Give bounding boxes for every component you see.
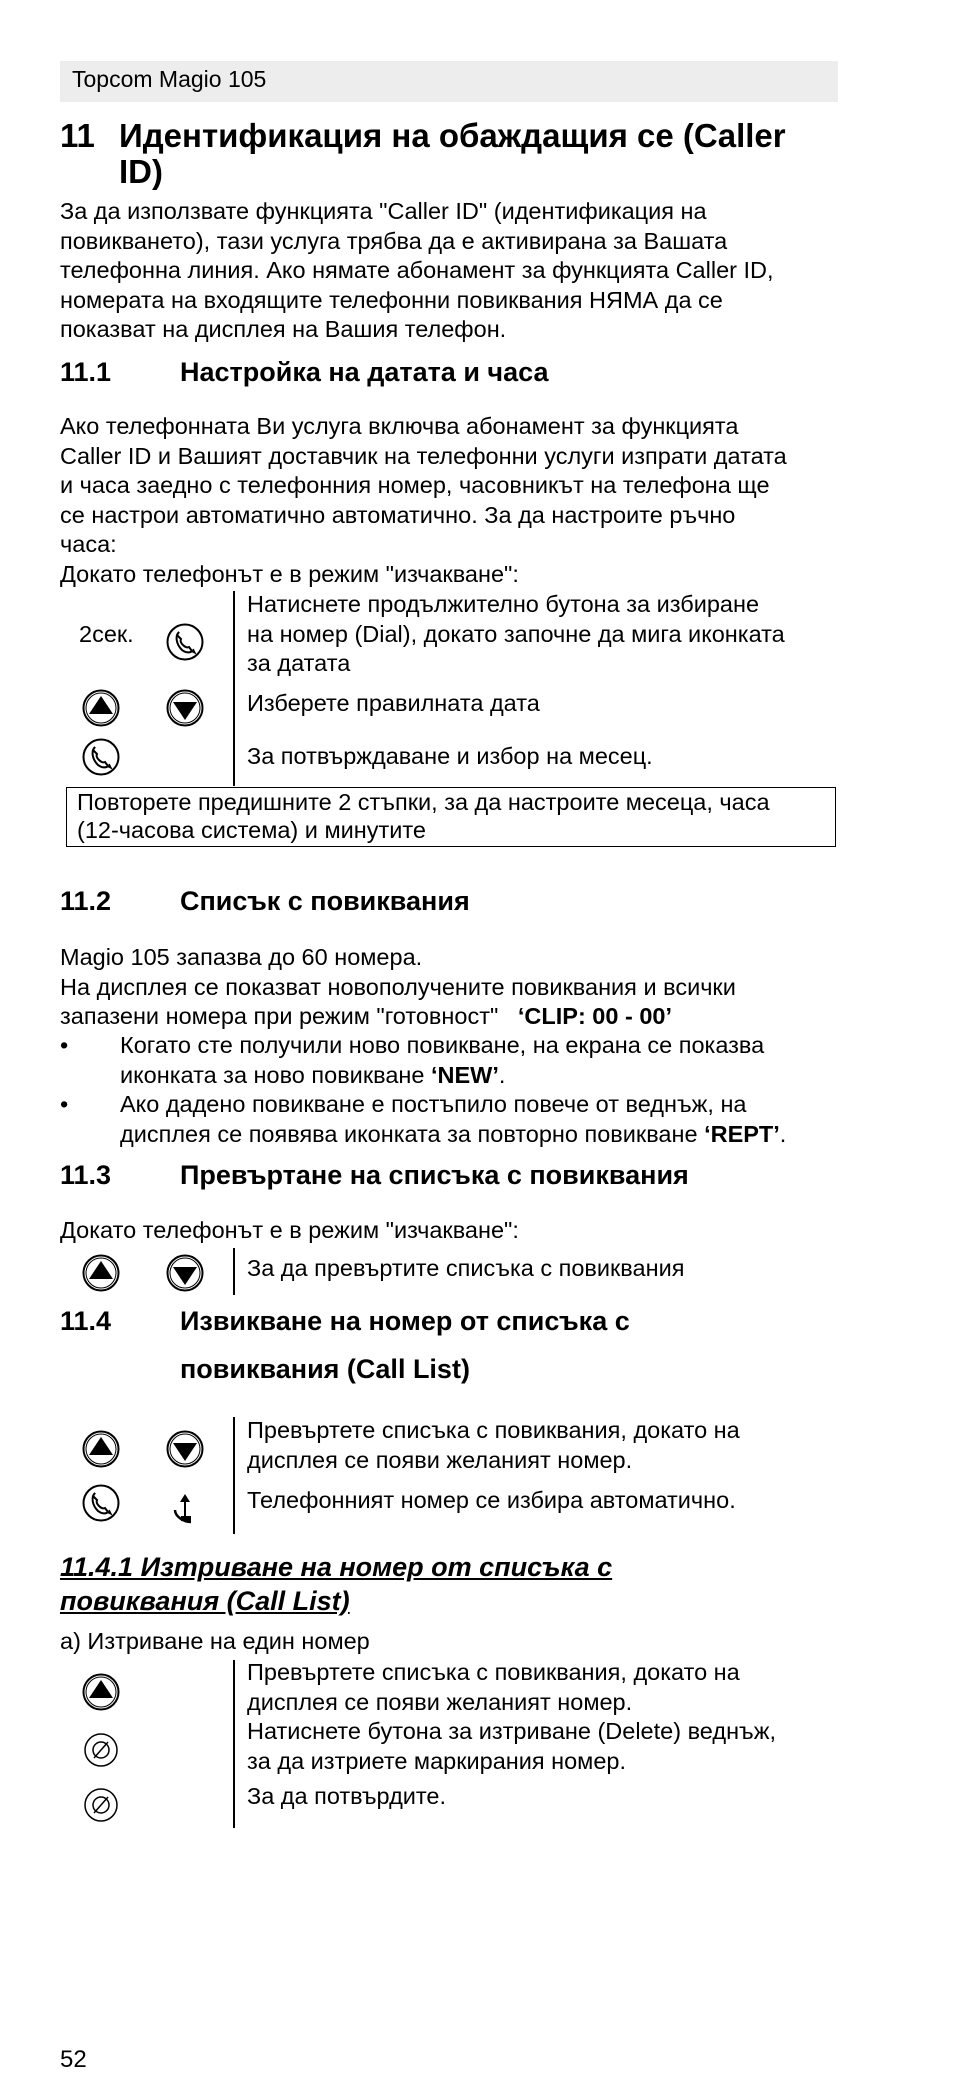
dial-button-icon	[81, 737, 121, 777]
steps-divider	[233, 591, 235, 786]
text-line: часа:	[60, 531, 117, 557]
steps-divider	[233, 1417, 235, 1534]
up-arrow-button-icon	[81, 688, 121, 728]
text-line: Натиснете продължително бутона за избиране	[247, 591, 760, 617]
section-11-2-paragraph	[60, 943, 880, 1032]
section-title-line1: Извикване на номер от списъка с	[180, 1306, 630, 1336]
text-span: иконката за ново повикване	[120, 1061, 425, 1088]
text-line: за датата	[247, 650, 351, 676]
rept-icon-label: ‘REPT’	[704, 1120, 780, 1147]
down-arrow-button-icon	[165, 1253, 205, 1293]
bullet: •	[60, 1091, 69, 1117]
down-arrow-button-icon	[165, 1429, 205, 1469]
hold-duration-label: 2сек.	[79, 621, 134, 647]
up-arrow-button-icon	[81, 1253, 121, 1293]
delete-button-icon	[81, 1730, 121, 1770]
section-title-line2: повиквания (Call List)	[60, 1586, 350, 1616]
note-box	[66, 787, 836, 847]
text-span: запазени номера при режим "готовност"	[60, 1003, 499, 1029]
text-line: Ако дадено повикване е постъпило повече от веднъж, на	[120, 1091, 747, 1117]
text-line: Превъртете списъка с повиквания, докато на	[247, 1417, 740, 1443]
page-number: 52	[60, 2046, 87, 2073]
new-icon-label: ‘NEW’	[430, 1061, 499, 1088]
text-line: номерата на входящите телефонни повиквания НЯМА да се	[60, 286, 723, 313]
text-line: Превъртете списъка с повиквания, докато на	[247, 1659, 740, 1685]
section-title-line2: ID)	[119, 153, 163, 190]
text-line: Докато телефонът е в режим "изчакване":	[60, 560, 519, 587]
text-line	[120, 1120, 900, 1150]
section-11-1-paragraph	[60, 412, 860, 589]
section-number: 11.1	[60, 357, 112, 387]
section-title: Списък с повиквания	[180, 886, 470, 916]
text-line: на номер (Dial), докато започне да мига иконката	[247, 620, 785, 647]
dial-button-icon	[81, 1483, 121, 1523]
section-number: 11	[60, 117, 95, 154]
steps-divider	[233, 1248, 235, 1295]
section-11-4-heading	[60, 1306, 860, 1396]
section-number: 11.3	[60, 1160, 112, 1190]
text-line: Докато телефонът е в режим "изчакване":	[60, 1217, 519, 1243]
punctuation: .	[498, 1061, 506, 1088]
text-line: дисплея се появи желаният номер.	[247, 1446, 633, 1473]
text-line: за да изтриете маркирания номер.	[247, 1747, 627, 1774]
clip-display-text: ‘CLIP: 00 - 00’	[517, 1003, 672, 1029]
step-text	[247, 1416, 847, 1475]
text-line: Ако телефонната Ви услуга включва абонамент за функцията	[60, 413, 739, 439]
text-line: Натиснете бутона за изтриване (Delete) веднъж,	[247, 1718, 776, 1744]
text-line: За да използвате функцията "Caller ID" (идентификация на	[60, 198, 707, 224]
text-line: показват на дисплея на Вашия телефон.	[60, 316, 507, 342]
section-title-line1: 11.4.1 Изтриване на номер от списъка с	[60, 1552, 613, 1582]
delete-button-icon	[81, 1785, 121, 1825]
text-line: се настрои автоматично автоматично. За да настроите ръчно	[60, 501, 736, 528]
step-text	[247, 1658, 847, 1717]
text-line	[120, 1061, 880, 1091]
down-arrow-button-icon	[165, 688, 205, 728]
text-line: дисплея се появи желаният номер.	[247, 1688, 633, 1715]
handset-dialing-icon	[165, 1488, 205, 1528]
text-line	[60, 1002, 880, 1032]
section-title: Превъртане на списъка с повиквания	[180, 1160, 689, 1190]
section-11-1-heading	[60, 357, 860, 391]
section-11-2-heading	[60, 886, 860, 920]
step-text: Изберете правилната дата	[247, 690, 540, 716]
step-text	[247, 1717, 867, 1776]
text-line: Caller ID и Вашият доставчик на телефонни услуги изпрати датата	[60, 442, 787, 469]
text-line: и часа заедно с телефонния номер, часовникът на телефона ще	[60, 472, 770, 498]
section-title: Настройка на датата и часа	[180, 357, 549, 387]
step-text: За да потвърдите.	[247, 1783, 447, 1809]
text-line: повикването), тази услуга трябва да е активирана за Вашата	[60, 227, 728, 254]
header-title: Topcom Magio 105	[72, 66, 267, 92]
section-11-paragraph	[60, 197, 860, 345]
bullet: •	[60, 1032, 69, 1058]
dial-button-icon	[165, 622, 205, 662]
text-line: Magio 105 запазва до 60 номера.	[60, 944, 423, 970]
text-line: (12-часова система) и минутите	[77, 817, 426, 843]
section-number: 11.4	[60, 1306, 112, 1336]
up-arrow-button-icon	[81, 1672, 121, 1712]
subsection-label: a) Изтриване на един номер	[60, 1628, 370, 1654]
section-title-line1: Идентификация на обаждащия се (Caller	[119, 117, 786, 154]
text-line: На дисплея се показват новополучените повиквания и всички	[60, 973, 736, 1000]
up-arrow-button-icon	[81, 1429, 121, 1469]
step-text	[247, 590, 847, 679]
page-header	[60, 61, 838, 102]
punctuation: .	[779, 1120, 787, 1147]
section-title-line2: повиквания (Call List)	[180, 1354, 470, 1384]
text-line: телефонна линия. Ако нямате абонамент за функцията Caller ID,	[60, 257, 774, 283]
text-line: Повторете предишните 2 стъпки, за да настроите месеца, часа	[77, 789, 770, 815]
bullet-item	[120, 1090, 900, 1149]
section-11-3-heading	[60, 1160, 860, 1194]
bullet-item	[120, 1031, 880, 1090]
step-text: За потвърждаване и избор на месец.	[247, 743, 653, 769]
text-span: дисплея се появява иконката за повторно повикване	[120, 1120, 698, 1147]
step-text: Телефонният номер се избира автоматично.	[247, 1487, 736, 1513]
subsection-11-4-1-heading	[60, 1550, 860, 1618]
text-line: Когато сте получили ново повикване, на екрана се показва	[120, 1032, 765, 1058]
section-number: 11.2	[60, 886, 112, 916]
step-text: За да превъртите списъка с повиквания	[247, 1255, 685, 1281]
steps-divider	[233, 1660, 235, 1828]
